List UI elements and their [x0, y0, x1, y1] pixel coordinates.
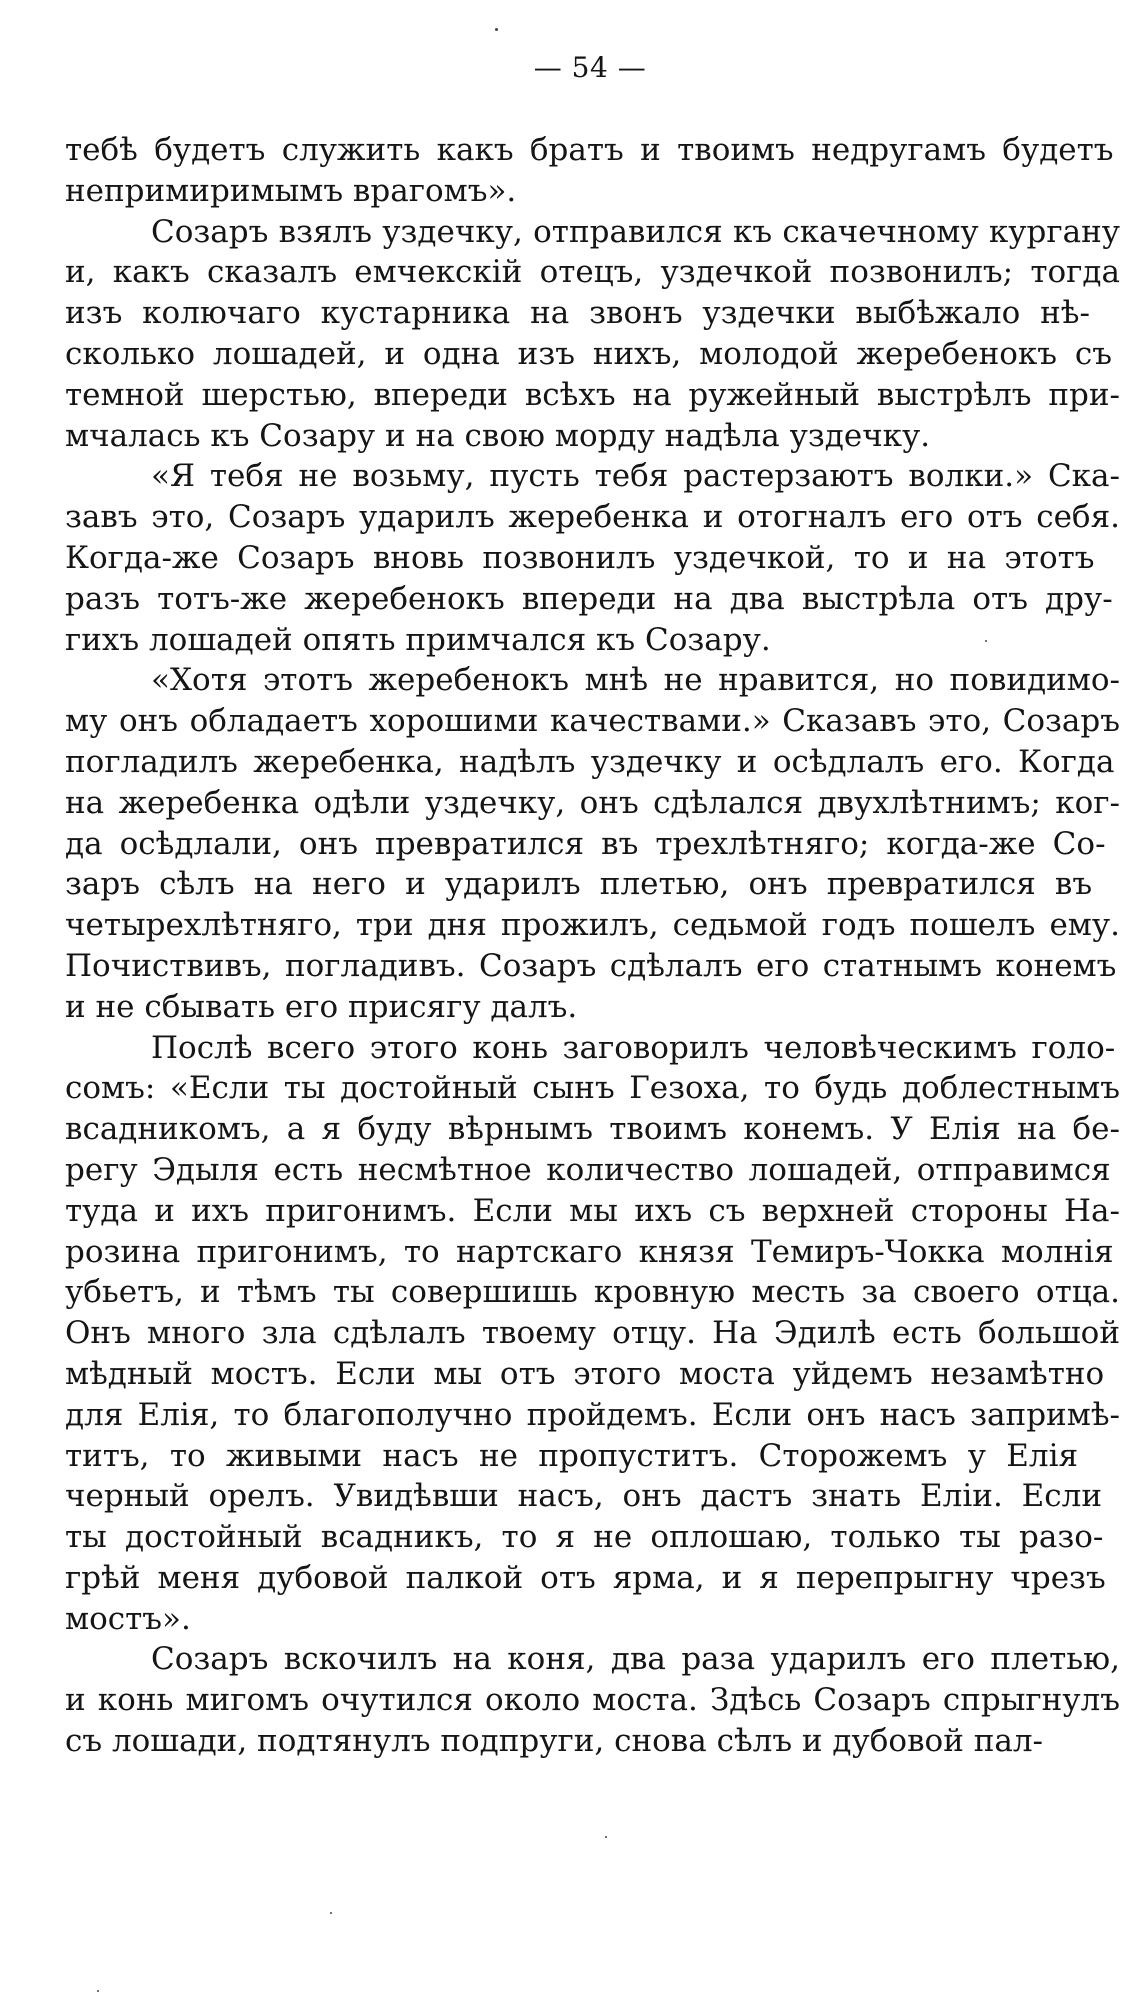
text-line-content: Созаръ вскочилъ на коня, два раза ударилъ его плетью,: [151, 1641, 1120, 1678]
text-line-content: мчалась къ Созару и на свою морду надѣла уздечку.: [65, 417, 931, 454]
text-line: [65, 1191, 1120, 1232]
text-line: [65, 824, 1120, 865]
page-number: — 54 —: [533, 51, 647, 84]
text-line-content: туда и ихъ пригонимъ. Если мы ихъ съ верхней стороны На-: [65, 1192, 1120, 1229]
text-line-content: титъ, то живыми насъ не пропуститъ. Сторожемъ у Елія: [65, 1437, 1079, 1474]
text-line: [65, 375, 1120, 416]
text-line: [65, 946, 1120, 987]
text-line: [65, 456, 1120, 497]
text-line-content: сколько лошадей, и одна изъ нихъ, молодой жеребенокъ съ: [65, 335, 1112, 372]
body-text: [65, 130, 1120, 1762]
text-line-content: Послѣ всего этого конь заговорилъ человѣческимъ голо-: [151, 1029, 1116, 1066]
ink-speck: [330, 1912, 332, 1914]
text-line-content: и конь мигомъ очутился около моста. Здѣсь Созаръ спрыгнулъ: [65, 1682, 1120, 1719]
text-line: [65, 171, 1120, 212]
text-line-content: черный орелъ. Увидѣвши насъ, онъ дастъ знать Еліи. Если: [65, 1478, 1102, 1515]
text-line: [65, 1313, 1120, 1354]
text-line-content: заръ сѣлъ на него и ударилъ плетью, онъ превратился въ: [65, 866, 1093, 903]
text-line: [65, 864, 1120, 905]
text-line-content: «Хотя этотъ жеребенокъ мнѣ не нравится, но повидимо-: [151, 662, 1120, 699]
text-line-content: Когда-же Созаръ вновь позвонилъ уздечкой, то и на этотъ: [65, 539, 1095, 576]
text-line-content: темной шерстью, впереди всѣхъ на ружейный выстрѣлъ при-: [65, 376, 1120, 413]
text-line: [65, 212, 1120, 253]
text-line-content: регу Эдыля есть несмѣтное количество лошадей, отправимся: [65, 1151, 1111, 1188]
text-line: [65, 416, 1120, 457]
text-line: [65, 1028, 1120, 1069]
text-line-content: завъ это, Созаръ ударилъ жеребенка и отогналъ его отъ себя.: [65, 499, 1120, 536]
text-line-content: тебѣ будетъ служить какъ братъ и твоимъ недругамъ будетъ: [65, 132, 1114, 168]
text-line: [65, 1232, 1120, 1273]
text-line-content: на жеребенка одѣли уздечку, онъ сдѣлался двухлѣтнимъ; ког-: [65, 784, 1120, 821]
text-line-content: мѣдный мостъ. Если мы отъ этого моста уйдемъ незамѣтно: [65, 1355, 1105, 1392]
text-line-content: погладилъ жеребенка, надѣлъ уздечку и осѣдлалъ его. Когда: [65, 743, 1115, 780]
text-line-content: разъ тотъ-же жеребенокъ впереди на два выстрѣла отъ дру-: [65, 580, 1113, 617]
text-line-content: да осѣдлали, онъ превратился въ трехлѣтняго; когда-же Со-: [65, 825, 1106, 862]
text-line-content: убьетъ, и тѣмъ ты совершишь кровную месть за своего отца.: [65, 1274, 1120, 1311]
text-line: [65, 1599, 1120, 1640]
text-line-content: му онъ обладаетъ хорошими качествами.» Сказавъ это, Созаръ: [65, 703, 1120, 740]
text-line: [65, 660, 1120, 701]
text-line: [65, 1558, 1120, 1599]
text-line: [65, 1680, 1120, 1721]
text-line: [65, 1517, 1120, 1558]
text-line-content: съ лошади, подтянулъ подпруги, снова сѣлъ и дубовой пал-: [65, 1723, 1044, 1760]
text-line-content: сомъ: «Если ты достойный сынъ Гезоха, то будь доблестнымъ: [65, 1070, 1120, 1107]
text-line-content: Онъ много зла сдѣлалъ твоему отцу. На Эдилѣ есть большой: [65, 1315, 1120, 1352]
text-line: [65, 252, 1120, 293]
ink-speck: [605, 1836, 607, 1838]
text-line: [65, 579, 1120, 620]
text-line: [65, 1354, 1120, 1395]
text-line: [65, 1476, 1120, 1517]
text-line: [65, 1272, 1120, 1313]
text-line-content: четырехлѣтняго, три дня прожилъ, седьмой годъ пошелъ ему.: [65, 907, 1120, 944]
text-line-content: мостъ».: [65, 1600, 191, 1637]
text-line: [65, 497, 1120, 538]
text-line: [65, 1436, 1120, 1477]
text-line-content: изъ колючаго кустарника на звонъ уздечки выбѣжало нѣ-: [65, 295, 1090, 332]
text-line-content: Созаръ взялъ уздечку, отправился къ скачечному кургану: [151, 213, 1120, 250]
ink-speck: [495, 28, 498, 31]
text-line-content: всадникомъ, а я буду вѣрнымъ твоимъ конемъ. У Елія на бе-: [65, 1111, 1120, 1148]
ink-speck: [97, 1990, 99, 1992]
text-line-content: ты достойный всадникъ, то я не оплошаю, только ты разо-: [65, 1519, 1104, 1556]
text-line: [65, 334, 1120, 375]
text-line-content: «Я тебя не возьму, пусть тебя растерзаютъ волки.» Ска-: [151, 458, 1120, 495]
text-line: [65, 701, 1120, 742]
text-line-content: гихъ лошадей опять примчался къ Созару.: [65, 621, 771, 658]
text-line: [65, 1721, 1120, 1762]
text-line-content: грѣй меня дубовой палкой отъ ярма, и я перепрыгну чрезъ: [65, 1559, 1106, 1596]
text-line-content: и не сбывать его присягу далъ.: [65, 988, 578, 1025]
text-line: [65, 1109, 1120, 1150]
text-line: [65, 293, 1120, 334]
text-line: [65, 1150, 1120, 1191]
text-line-content: для Елія, то благополучно пройдемъ. Если онъ насъ запримѣ-: [65, 1396, 1120, 1433]
text-line: [65, 130, 1120, 171]
text-line: [65, 987, 1120, 1028]
text-line: [65, 1068, 1120, 1109]
text-line-content: и, какъ сказалъ емчекскій отецъ, уздечкой позвонилъ; тогда: [65, 254, 1120, 291]
text-line: [65, 742, 1120, 783]
text-line: [65, 905, 1120, 946]
text-line-content: розина пригонимъ, то нартскаго князя Темиръ-Чокка молнія: [65, 1233, 1114, 1270]
text-line: [65, 1395, 1120, 1436]
text-line: [65, 620, 1120, 661]
text-line-content: Почиствивъ, погладивъ. Созаръ сдѣлалъ его статнымъ конемъ: [65, 947, 1117, 984]
text-line: [65, 538, 1120, 579]
text-line: [65, 783, 1120, 824]
text-line-content: непримиримымъ врагомъ».: [65, 172, 517, 209]
text-line: [65, 1639, 1120, 1680]
